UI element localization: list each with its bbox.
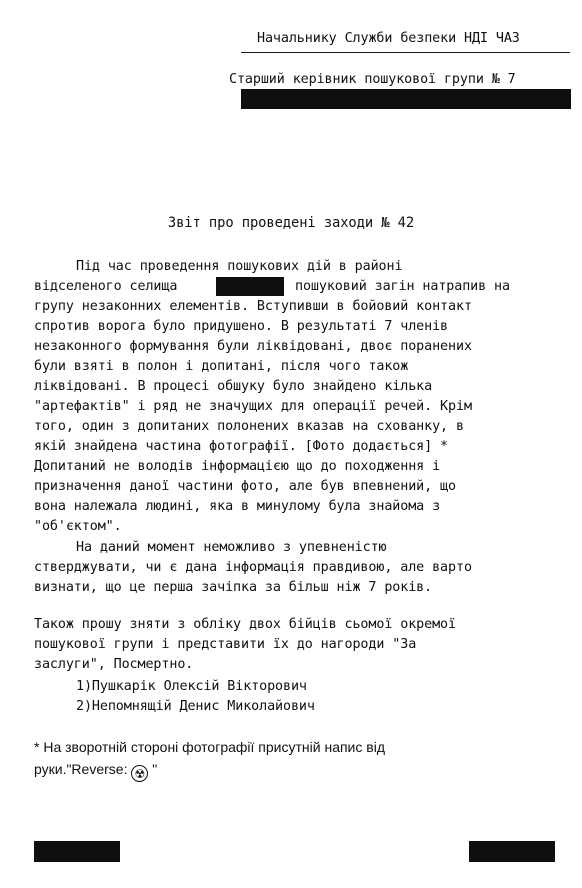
footnote-text: руки."Reverse: [34, 761, 132, 777]
p1-line-9: того, один з допитаних полонених вказав на схованку, в [34, 419, 464, 434]
p1-line-13: вона належала людині, яка в минулому була знайома з [34, 499, 441, 514]
p2-line-2: стверджувати, чи є дана інформація правдивою, але варто [34, 560, 472, 575]
p1-line-2a: відселеного селища [34, 279, 178, 294]
p1-line-4: спротив ворога було придушено. В результаті 7 членів [34, 319, 449, 334]
redacted-sender-name [241, 89, 571, 109]
p2-line-1: На даний момент неможливо з упевненістю [76, 540, 387, 555]
p1-line-5: незаконного формування були ліквідовані, двоє поранених [34, 339, 472, 354]
p3-line-1: Також прошу зняти з обліку двох бійців сьомої окремої [34, 617, 456, 632]
sender-line: Старший керівник пошукової групи № 7 [229, 72, 516, 87]
redacted-signature-left [34, 841, 120, 862]
p1-line-3: групу незаконних елементів. Вступивши в бойовий контакт [34, 299, 472, 314]
list-item-1: 1)Пушкарік Олексій Вікторович [76, 679, 307, 694]
report-title: Звіт про проведені заходи № 42 [167, 215, 415, 231]
p1-line-1: Під час проведення пошукових дій в районі [76, 259, 403, 274]
radiation-symbol-icon: ☢ [131, 765, 148, 782]
p1-line-12: призначення даної частини фото, але був впевнений, що [34, 479, 456, 494]
p2-line-3: визнати, що це перша зачіпка за більш ніж 7 років. [34, 580, 433, 595]
redacted-signature-right [469, 841, 555, 862]
list-item-2: 2)Непомнящій Денис Миколайович [76, 699, 315, 714]
addressee-line: Начальнику Служби безпеки НДІ ЧАЗ [257, 31, 520, 46]
footnote-line-2 [34, 759, 157, 782]
p1-line-7: ліквідовані. В процесі обшуку було знайдено кілька [34, 379, 433, 394]
p3-line-3: заслуги", Посмертно. [34, 657, 194, 672]
redacted-settlement-name [216, 277, 284, 296]
footnote-closing-quote: " [148, 761, 158, 777]
p1-line-11: Допитаний не володів інформацією що до походження і [34, 459, 441, 474]
p1-line-2b: пошуковий загін натрапив на [295, 279, 510, 294]
addressee-underline [241, 52, 570, 53]
p3-line-2: пошукової групи і представити їх до нагороди "За [34, 637, 417, 652]
p1-line-10: якій знайдена частина фотографії. [Фото додається] * [34, 439, 449, 454]
p1-line-14: "об'єктом". [34, 519, 122, 534]
footnote-line-1: * На зворотній стороні фотографії присутній напис від [34, 739, 385, 755]
p1-line-8: "артефактів" і ряд не значущих для операції речей. Крім [34, 399, 472, 414]
p1-line-6: були взяті в полон і допитані, після чого також [34, 359, 409, 374]
